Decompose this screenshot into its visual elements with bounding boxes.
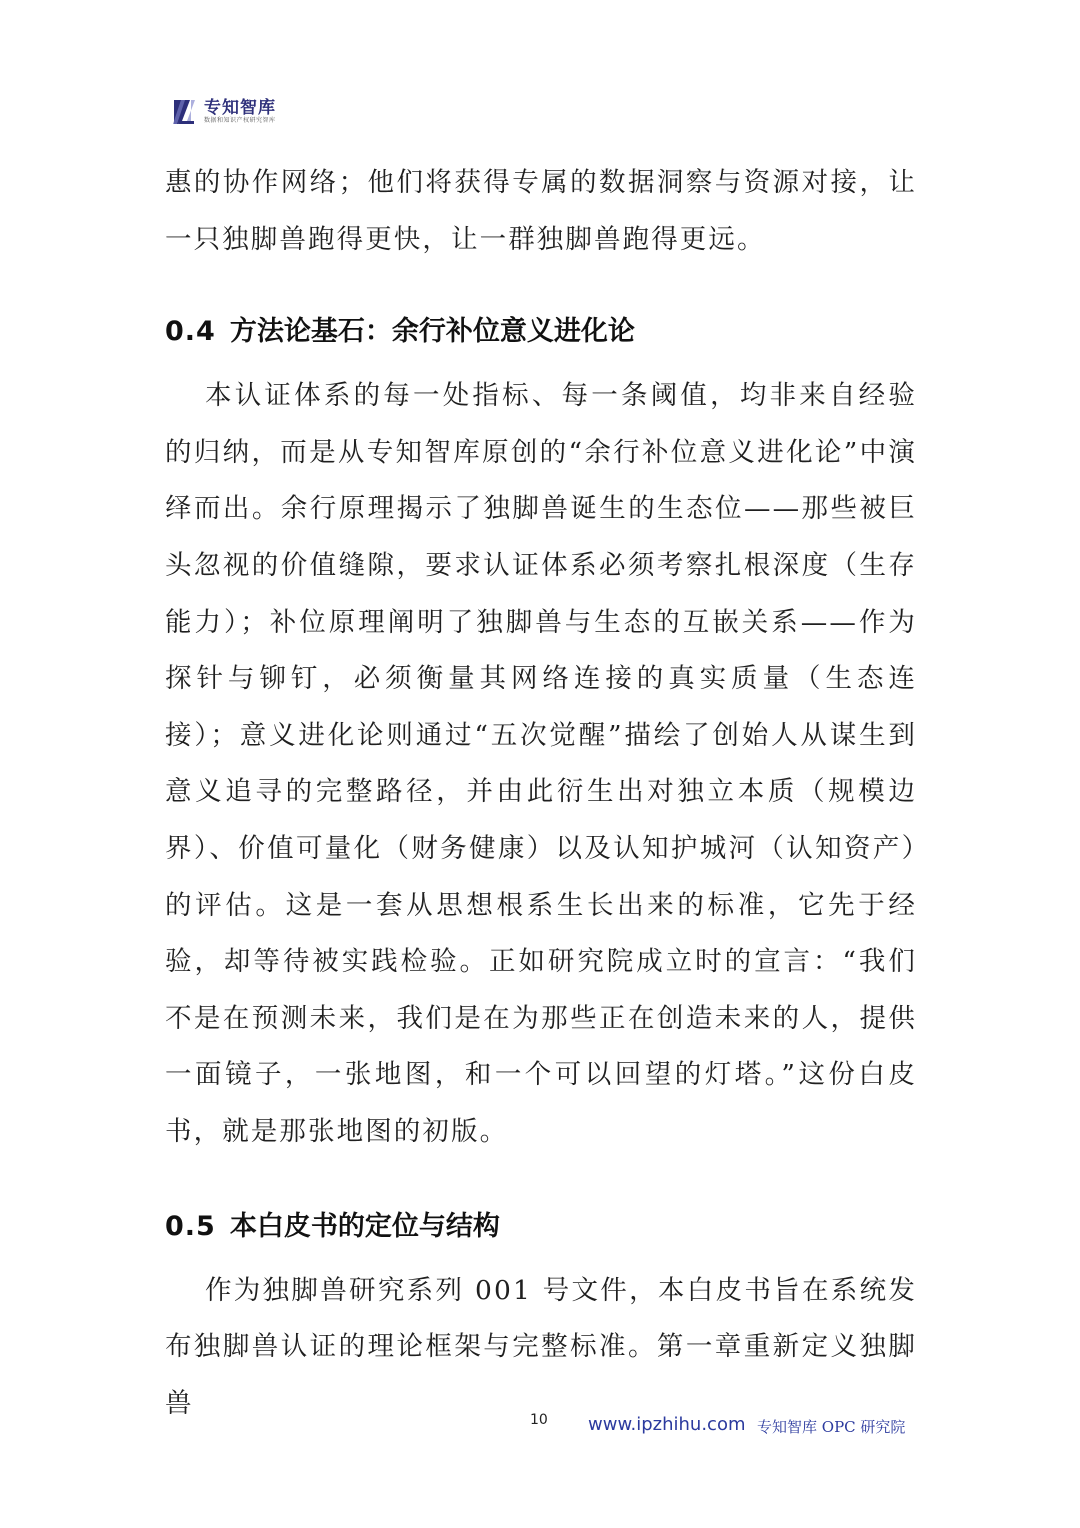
document-body — [165, 155, 917, 1432]
zl-logo-icon — [172, 97, 200, 127]
section-0-5-paragraph: 作为独脚兽研究系列 001 号文件，本白皮书旨在系统发布独脚兽认证的理论框架与完整标准。第一章重新定义独脚兽 — [165, 1274, 917, 1419]
section-title: 方法论基石：余行补位意义进化论 — [229, 316, 635, 348]
footer-organization: 专知智库 OPC 研究院 — [757, 1418, 906, 1436]
logo-name: 专知智库 — [204, 98, 276, 118]
page-number: 10 — [530, 1412, 548, 1428]
section-title: 本白皮书的定位与结构 — [229, 1210, 500, 1242]
intro-paragraph: 惠的协作网络；他们将获得专属的数据洞察与资源对接，让一只独脚兽跑得更快，让一群独脚兽跑得更远。 — [165, 167, 917, 255]
section-0-4-paragraph: 本认证体系的每一处指标、每一条阈值，均非来自经验的归纳，而是从专知智库原创的“余行补位意义进化论”中演绎而出。余行原理揭示了独脚兽诞生的生态位——那些被巨头忽视的价值缝隙，要求认证体系必须考察扎根深度（生存能力）；补位原理阐明了独脚兽与生态的互嵌关系——作为探针与铆钉，必须衡量其网络连接的真实质量（生态连接）；意义进化论则通过“五次觉醒”描绘了创始人从谋生到意义追寻的完整路径，并由此衍生出对独立本质（规模边界）、价值可量化（财务健康）以及认知护城河（认知资产）的评估。这是一套从思想根系生长出来的标准，它先于经验，却等待被实践检验。正如研究院成立时的宣言：“我们不是在预测未来，我们是在为那些正在创造未来的人，提供一面镜子，一张地图，和一个可以回望的灯塔。”这份白皮书，就是那张地图的初版。 — [165, 380, 917, 1147]
section-heading-0-4 — [165, 302, 917, 362]
logo-subtitle: 数据和知识产权研究智库 — [204, 117, 276, 124]
page-footer — [0, 1412, 1080, 1442]
section-number: 0.5 — [165, 1210, 216, 1242]
section-number: 0.4 — [165, 316, 216, 348]
footer-url-link[interactable]: www.ipzhihu.com — [588, 1414, 746, 1435]
section-heading-0-5 — [165, 1197, 917, 1257]
header-logo — [172, 94, 276, 130]
